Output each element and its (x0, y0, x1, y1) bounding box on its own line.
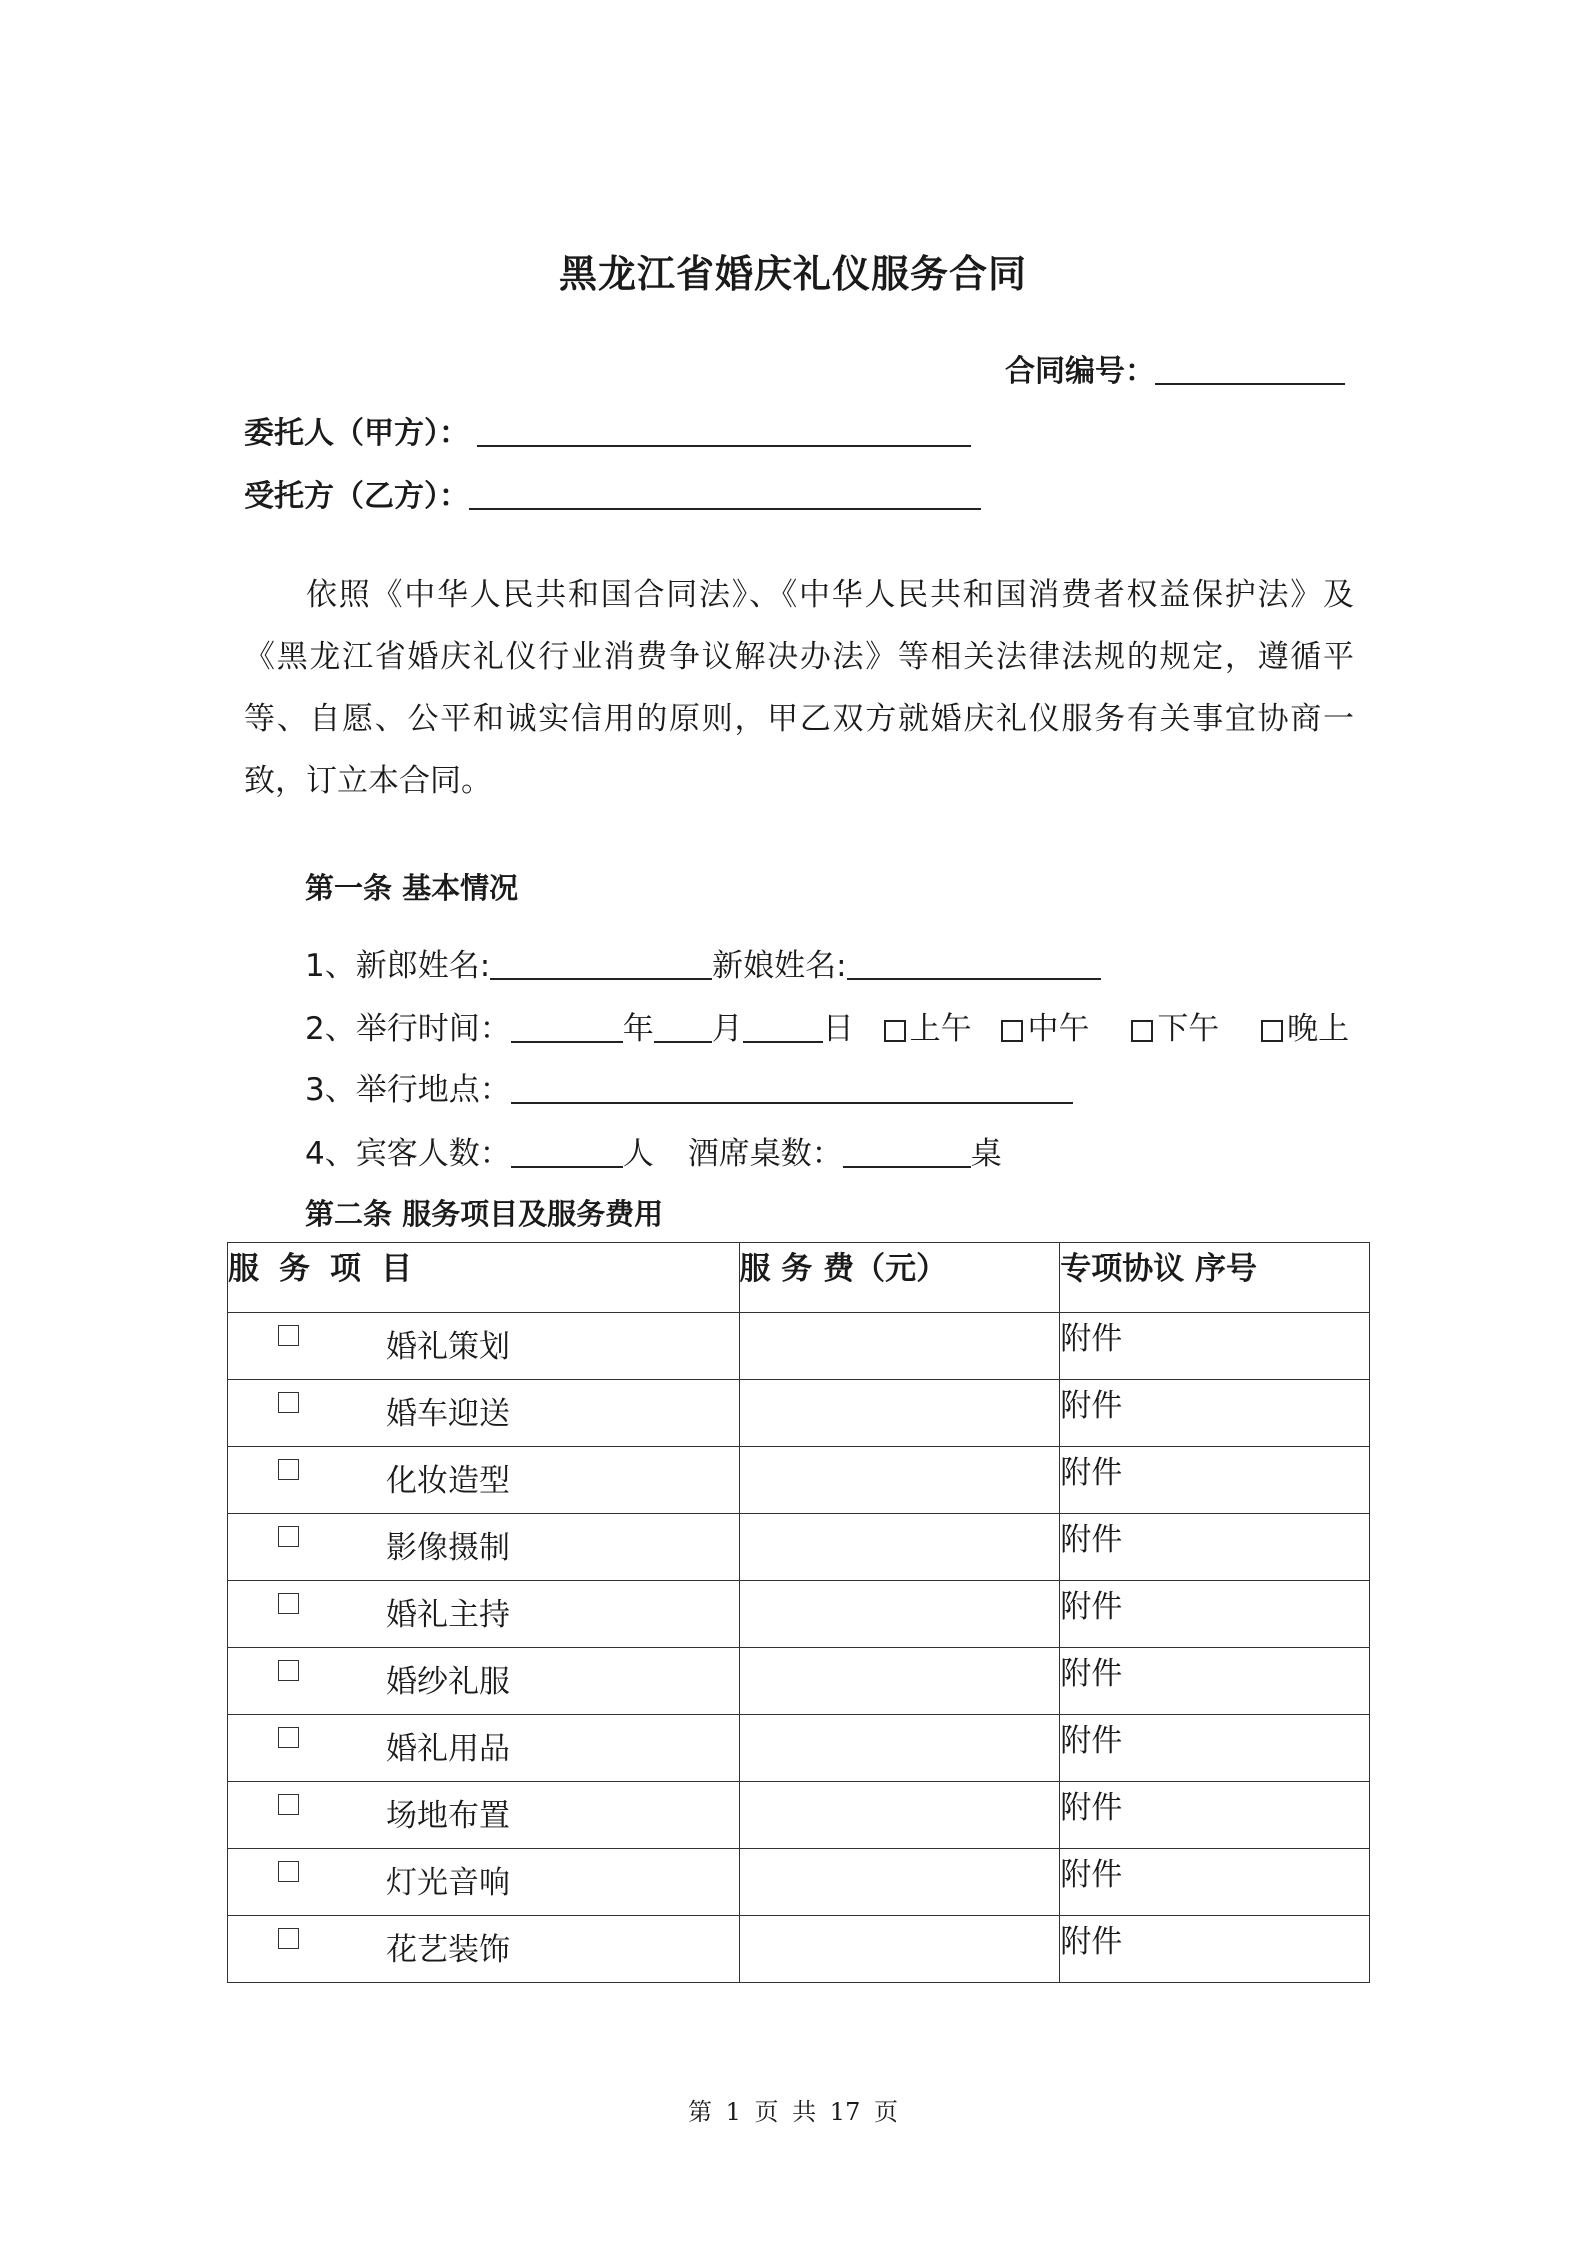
year-field[interactable] (511, 1010, 623, 1043)
guests-unit: 人 (622, 1136, 654, 1172)
tables-label: 酒席桌数： (687, 1136, 843, 1172)
afternoon-label: 下午 (1157, 1011, 1220, 1047)
table-header-row (228, 1243, 1370, 1313)
place-field[interactable] (511, 1071, 1073, 1104)
service-checkbox[interactable] (278, 1593, 299, 1614)
attachment-cell: 附件 (1060, 1313, 1370, 1380)
service-item-name: 婚礼用品 (386, 1731, 510, 1767)
attachment-cell: 附件 (1060, 1447, 1370, 1514)
contract-number-field[interactable] (1155, 353, 1345, 385)
guests-label: 4、宾客人数： (305, 1136, 511, 1172)
service-fee-cell[interactable] (739, 1849, 1060, 1916)
header-service-fee: 服 务 费（元） (739, 1243, 1060, 1313)
service-item-cell (228, 1581, 740, 1648)
noon-checkbox[interactable] (1001, 1020, 1023, 1042)
attachment-cell: 附件 (1060, 1916, 1370, 1983)
service-item-cell (228, 1916, 740, 1983)
service-checkbox[interactable] (278, 1794, 299, 1815)
attachment-cell: 附件 (1060, 1514, 1370, 1581)
tables-unit: 桌 (970, 1136, 1002, 1172)
service-fee-cell[interactable] (739, 1313, 1060, 1380)
service-item-name: 婚礼策划 (386, 1329, 510, 1365)
service-checkbox[interactable] (278, 1928, 299, 1949)
service-table-body (228, 1313, 1370, 1983)
party-b-row (244, 471, 981, 515)
service-fee-cell[interactable] (739, 1581, 1060, 1648)
time-label: 2、举行时间： (305, 1011, 511, 1047)
guests-field[interactable] (511, 1135, 623, 1168)
preamble-paragraph (244, 564, 1354, 812)
service-item-cell (228, 1782, 740, 1849)
attachment-cell: 附件 (1060, 1581, 1370, 1648)
attachment-cell: 附件 (1060, 1648, 1370, 1715)
service-fee-cell[interactable] (739, 1514, 1060, 1581)
table-row (228, 1447, 1370, 1514)
attachment-cell: 附件 (1060, 1849, 1370, 1916)
party-b-field[interactable] (469, 478, 981, 510)
service-checkbox[interactable] (278, 1861, 299, 1882)
attachment-cell: 附件 (1060, 1715, 1370, 1782)
service-item-name: 婚纱礼服 (386, 1664, 510, 1700)
service-table (227, 1242, 1370, 1983)
service-item-cell (228, 1715, 740, 1782)
table-row (228, 1715, 1370, 1782)
morning-label: 上午 (909, 1011, 972, 1047)
groom-label: 1、新郎姓名: (305, 948, 491, 984)
service-checkbox[interactable] (278, 1459, 299, 1480)
article1-heading: 第一条 基本情况 (305, 871, 519, 905)
service-item-cell (228, 1849, 740, 1916)
party-a-row (244, 408, 971, 452)
header-service-item: 服务项目 (228, 1243, 740, 1313)
service-fee-cell[interactable] (739, 1648, 1060, 1715)
service-item-cell (228, 1447, 740, 1514)
evening-checkbox[interactable] (1261, 1020, 1283, 1042)
article2-heading: 第二条 服务项目及服务费用 (305, 1197, 664, 1231)
service-item-name: 灯光音响 (386, 1865, 510, 1901)
bride-label: 新娘姓名: (712, 948, 847, 984)
table-row (228, 1514, 1370, 1581)
service-item-name: 婚礼主持 (386, 1597, 510, 1633)
place-row (305, 1064, 1073, 1109)
table-row (228, 1581, 1370, 1648)
evening-label: 晚上 (1287, 1011, 1350, 1047)
month-field[interactable] (654, 1010, 712, 1043)
service-item-name: 场地布置 (386, 1798, 510, 1834)
groom-name-field[interactable] (490, 947, 712, 980)
service-checkbox[interactable] (278, 1526, 299, 1547)
table-row (228, 1916, 1370, 1983)
month-label: 月 (711, 1011, 743, 1047)
page-footer: 第 1 页 共 17 页 (688, 2098, 898, 2126)
afternoon-checkbox[interactable] (1131, 1020, 1153, 1042)
bride-name-field[interactable] (847, 947, 1101, 980)
contract-number-label: 合同编号： (1005, 354, 1155, 389)
service-checkbox[interactable] (278, 1392, 299, 1413)
service-item-name: 花艺装饰 (386, 1932, 510, 1968)
preamble-text: 依照《中华人民共和国合同法》、《中华人民共和国消费者权益保护法》及《黑龙江省婚庆礼仪行业消费争议解决办法》等相关法律法规的规定，遵循平等、自愿、公平和诚实信用的原则，甲乙双方就婚庆礼仪服务有关事宜协商一致，订立本合同。 (244, 577, 1354, 799)
table-row (228, 1648, 1370, 1715)
day-label: 日 (822, 1011, 854, 1047)
header-agreement-number: 专项协议 序号 (1060, 1243, 1370, 1313)
year-label: 年 (622, 1011, 654, 1047)
service-fee-cell[interactable] (739, 1782, 1060, 1849)
attachment-cell: 附件 (1060, 1782, 1370, 1849)
contract-number-row (1005, 346, 1345, 390)
service-item-cell (228, 1648, 740, 1715)
service-fee-cell[interactable] (739, 1447, 1060, 1514)
service-item-name: 化妆造型 (386, 1463, 510, 1499)
names-row (305, 940, 1101, 985)
service-item-name: 婚车迎送 (386, 1396, 510, 1432)
attachment-cell: 附件 (1060, 1380, 1370, 1447)
service-checkbox[interactable] (278, 1325, 299, 1346)
morning-checkbox[interactable] (884, 1020, 906, 1042)
service-item-cell (228, 1313, 740, 1380)
party-a-label: 委托人（甲方）： (244, 416, 469, 451)
noon-label: 中午 (1027, 1011, 1090, 1047)
service-item-name: 影像摄制 (386, 1530, 510, 1566)
service-fee-cell[interactable] (739, 1916, 1060, 1983)
time-row (305, 1003, 1349, 1048)
table-row (228, 1849, 1370, 1916)
table-row (228, 1380, 1370, 1447)
service-item-cell (228, 1514, 740, 1581)
party-a-field[interactable] (477, 415, 971, 447)
service-item-cell (228, 1380, 740, 1447)
table-row (228, 1313, 1370, 1380)
place-label: 3、举行地点： (305, 1072, 511, 1108)
tables-field[interactable] (843, 1135, 971, 1168)
document-title: 黑龙江省婚庆礼仪服务合同 (558, 252, 1027, 296)
service-fee-cell[interactable] (739, 1715, 1060, 1782)
service-checkbox[interactable] (278, 1660, 299, 1681)
service-checkbox[interactable] (278, 1727, 299, 1748)
service-fee-cell[interactable] (739, 1380, 1060, 1447)
table-row (228, 1782, 1370, 1849)
guests-row (305, 1128, 1002, 1173)
party-b-label: 受托方（乙方）： (244, 479, 469, 514)
day-field[interactable] (743, 1010, 823, 1043)
